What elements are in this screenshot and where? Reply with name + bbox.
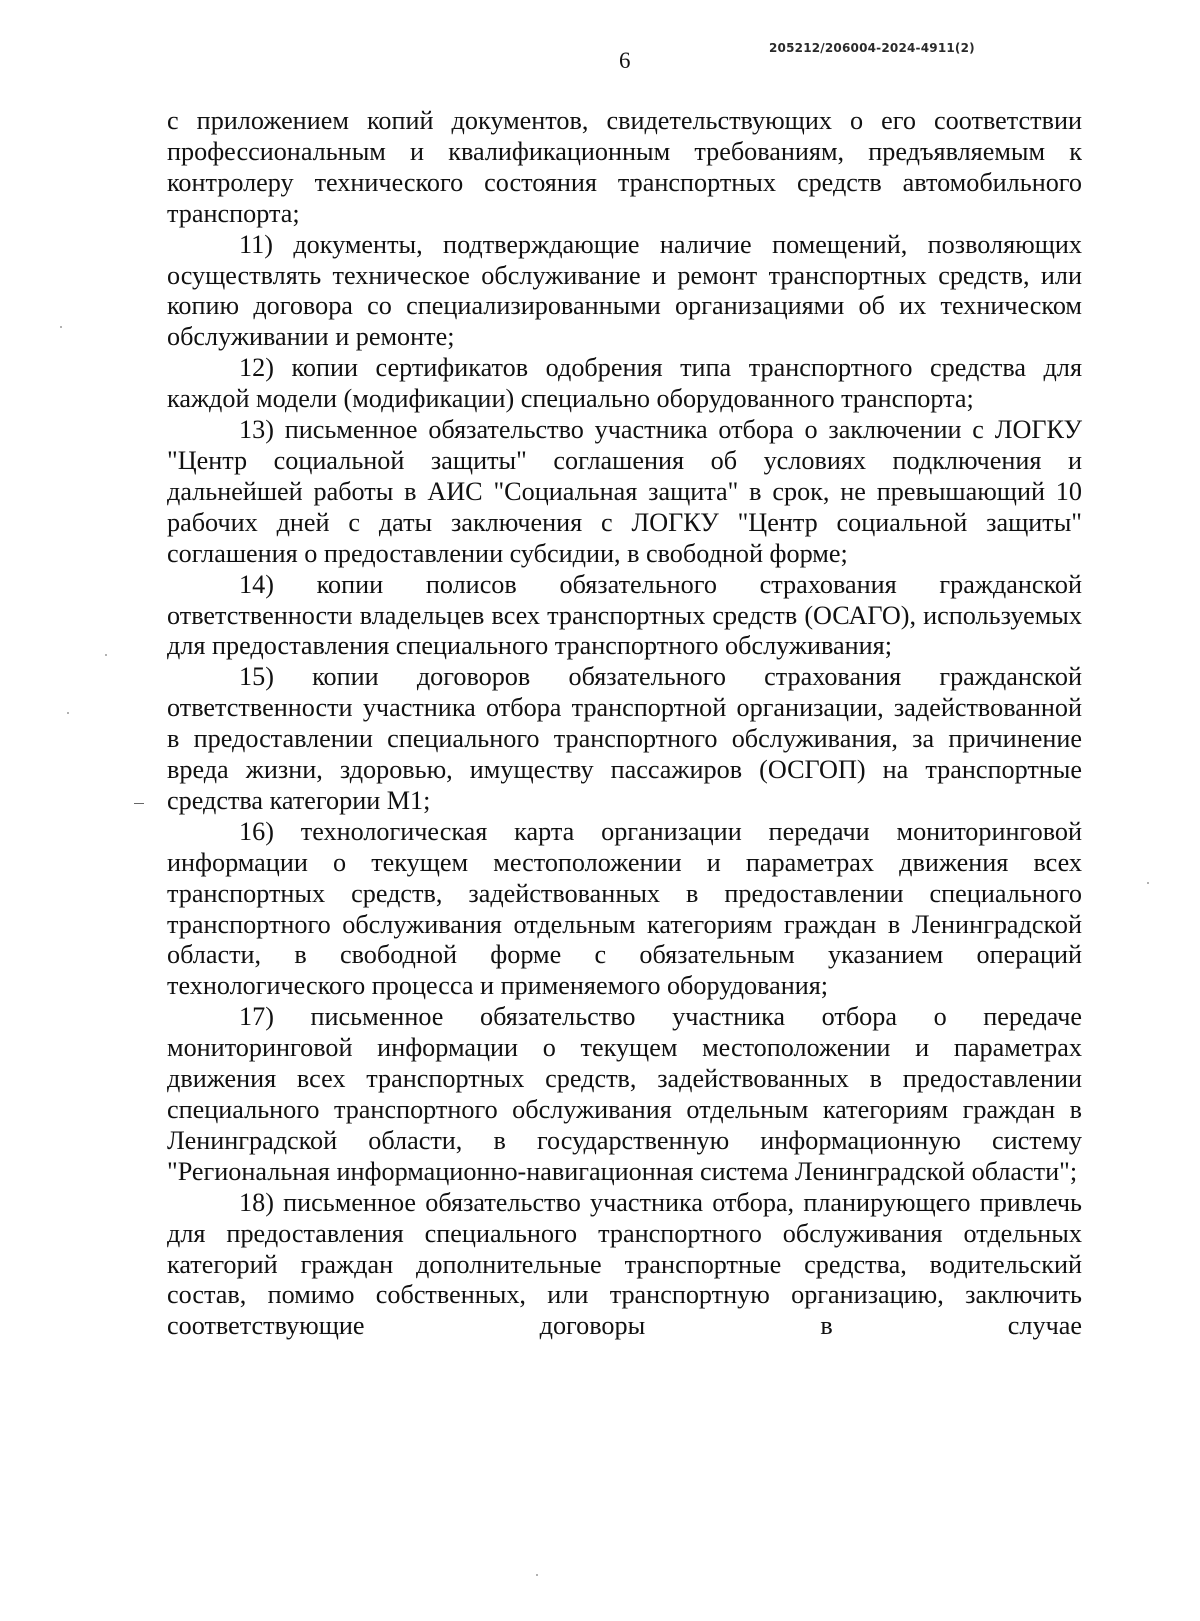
scan-speck	[60, 326, 62, 328]
scan-dash	[134, 803, 144, 804]
paragraph-item-17: 17) письменное обязательство участника отбора о передаче мониторинговой информации о текущем местоположении и параметрах движения всех транспортных средств, задействованных в предоставлении специального транспортного обслуживания отдельным категориям граждан в Ленинградской области, в государственную информационную систему "Региональная информационно-навигационная система Ленинградской области";	[167, 1002, 1082, 1186]
paragraph-continuation: с приложением копий документов, свидетельствующих о его соответствии профессиональным и квалификационным требованиям, предъявляемым к контролеру технического состояния транспортных средств автомобильного транспорта;	[167, 106, 1082, 228]
paragraph-item-11: 11) документы, подтверждающие наличие помещений, позволяющих осуществлять техническое обслуживание и ремонт транспортных средств, или копию договора со специализированными организациями об их техническом обслуживании и ремонте;	[167, 229, 1082, 352]
paragraph-item-14: 14) копии полисов обязательного страхования гражданской ответственности владельцев всех транспортных средств (ОСАГО), используемых для предоставления специального транспортного обслуживания;	[167, 569, 1082, 661]
document-registration-code: 205212/206004-2024-4911(2)	[769, 41, 975, 55]
page-number: 6	[619, 48, 631, 73]
paragraph-item-16: 16) технологическая карта организации передачи мониторинговой информации о текущем местоположении и параметрах движения всех транспортных средств, задействованных в предоставлении специального транспортного обслуживания отдельным категориям граждан в Ленинградской области, в свободной форме с обязательным указанием операций технологического процесса и применяемого оборудования;	[167, 816, 1082, 1001]
scan-speck	[105, 654, 107, 656]
scan-speck	[536, 1574, 538, 1576]
paragraph-item-12: 12) копии сертификатов одобрения типа транспортного средства для каждой модели (модификации) специально оборудованного транспорта;	[167, 353, 1082, 414]
scan-speck	[67, 712, 69, 714]
paragraph-item-13: 13) письменное обязательство участника отбора о заключении с ЛОГКУ "Центр социальной защиты" соглашения об условиях подключения и дальнейшей работы в АИС "Социальная защита" в срок, не превышающий 10 рабочих дней с даты заключения с ЛОГКУ "Центр социальной защиты" соглашения о предоставлении субсидии, в свободной форме;	[167, 415, 1082, 568]
scan-speck	[1147, 882, 1149, 884]
paragraph-item-15: 15) копии договоров обязательного страхования гражданской ответственности участника отбора транспортной организации, задействованной в предоставлении специального транспортного обслуживания, за причинение вреда жизни, здоровью, имуществу пассажиров (ОСГОП) на транспортные средства категории М1;	[167, 662, 1082, 815]
paragraph-item-18: 18) письменное обязательство участника отбора, планирующего привлечь для предоставления специального транспортного обслуживания отдельных категорий граждан дополнительные транспортные средства, водительский состав, помимо собственных, или транспортную организацию, заключить соответствующие договоры в случае	[167, 1187, 1082, 1341]
document-body	[167, 106, 1082, 1342]
